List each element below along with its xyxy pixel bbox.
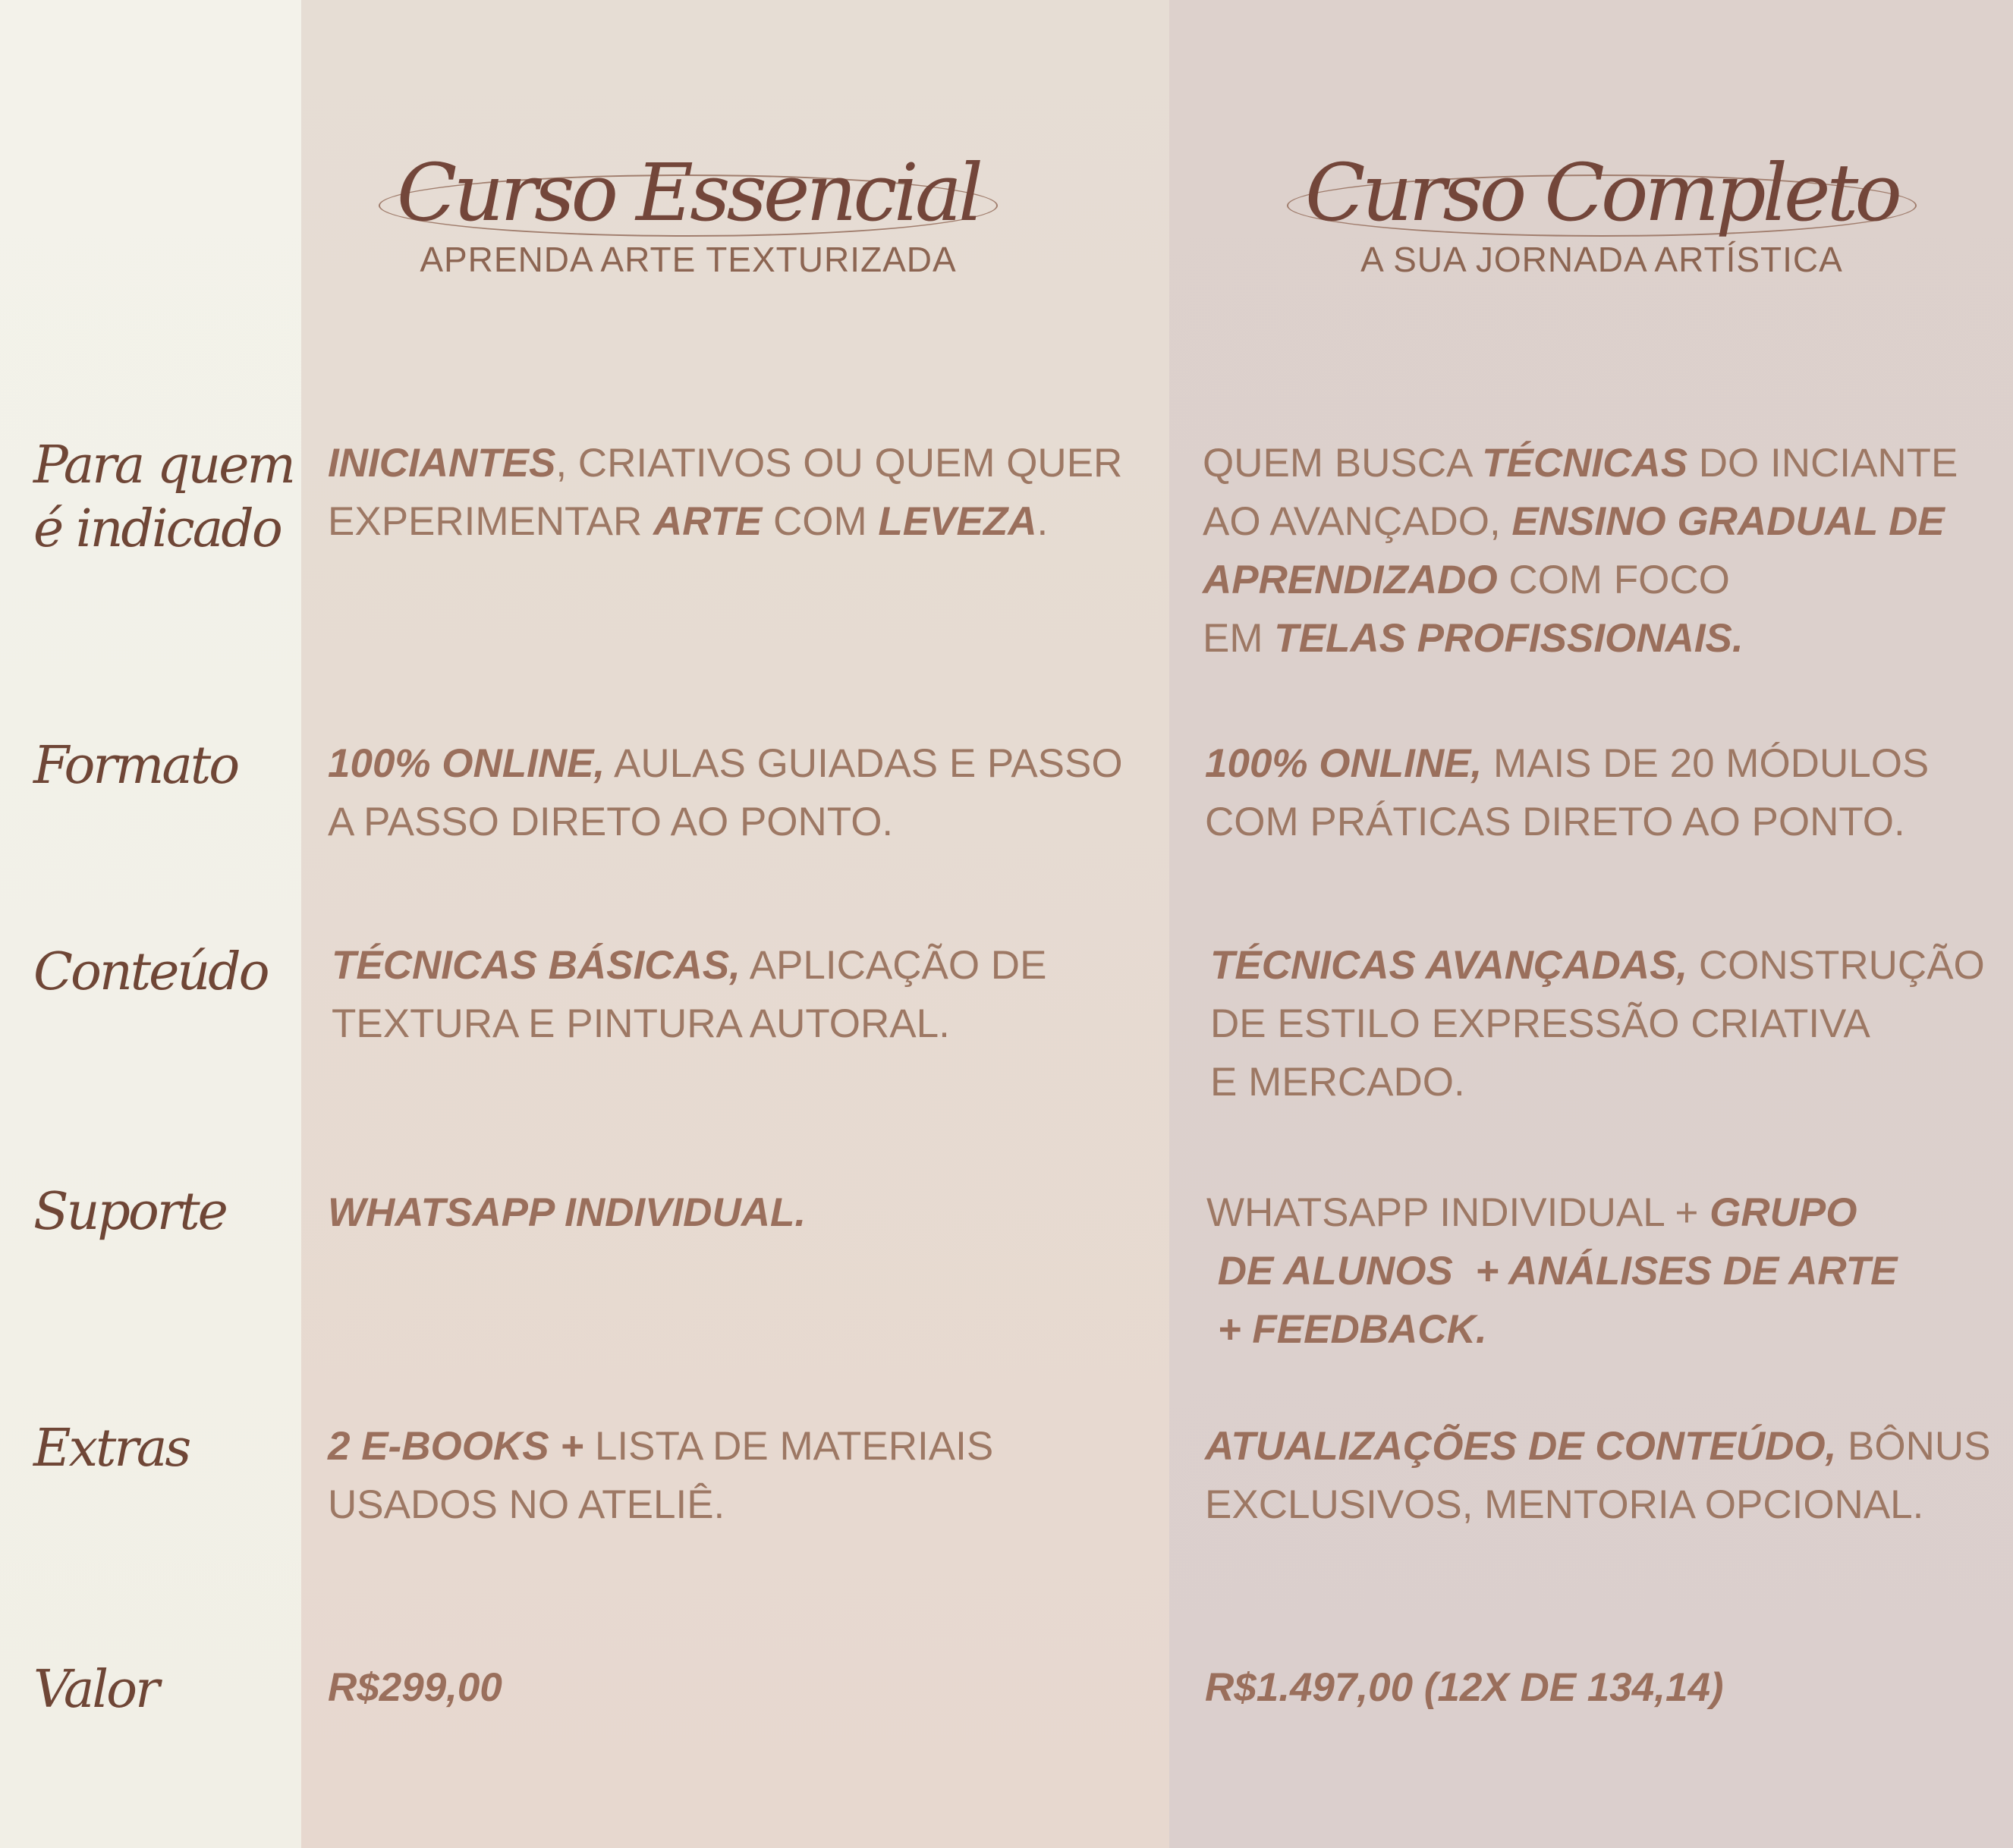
- body-text: A PASSO DIRETO AO PONTO.: [328, 800, 894, 844]
- body-text: DO INCIANTE: [1687, 441, 1958, 486]
- cell-essencial-conteudo: [332, 936, 1046, 1053]
- body-text: COM FOCO: [1497, 558, 1730, 602]
- highlight-text: TÉCNICAS BÁSICAS,: [332, 943, 741, 988]
- body-text: TEXTURA E PINTURA AUTORAL.: [332, 1001, 950, 1046]
- highlight-text: TELAS PROFISSIONAIS.: [1274, 616, 1744, 661]
- body-text: E MERCADO.: [1210, 1060, 1465, 1105]
- cell-completo-suporte: [1206, 1183, 1897, 1359]
- course-title-wrap-completo: [1305, 146, 1898, 239]
- cell-line: [328, 793, 1123, 851]
- body-text: , CRIATIVOS OU QUEM QUER: [555, 441, 1123, 486]
- cell-line: [1203, 609, 1958, 668]
- cell-line: [332, 936, 1046, 995]
- cell-line: [1205, 1476, 1991, 1534]
- course-header-completo: [1169, 146, 2013, 280]
- cell-line: [1203, 492, 1958, 551]
- body-text: EXPERIMENTAR: [328, 499, 653, 544]
- cell-line: [328, 1476, 993, 1534]
- body-text: LISTA DE MATERIAIS: [583, 1424, 994, 1469]
- highlight-text: TÉCNICAS: [1482, 441, 1688, 486]
- highlight-text: 100% ONLINE,: [328, 741, 605, 786]
- cell-line: [328, 1658, 502, 1717]
- body-text: COM: [762, 499, 879, 544]
- course-title-essencial: Curso Essencial: [396, 146, 980, 239]
- body-text: AULAS GUIADAS E PASSO: [605, 741, 1123, 786]
- highlight-text: R$1.497,00 (12X DE 134,14): [1205, 1665, 1724, 1710]
- cell-line: [1206, 1300, 1897, 1359]
- cell-line: [1203, 551, 1958, 609]
- row-label-line: Para quem: [33, 435, 294, 495]
- row-label-line: é indicado: [33, 499, 281, 559]
- row-label-formato: Formato: [33, 736, 238, 796]
- highlight-text: APRENDIZADO: [1203, 558, 1498, 602]
- course-header-essencial: [301, 146, 1075, 280]
- highlight-text: DE ALUNOS + ANÁLISES DE ARTE: [1206, 1249, 1898, 1293]
- cell-line: [1205, 1658, 1724, 1717]
- cell-line: [332, 995, 1046, 1053]
- body-text: DE ESTILO EXPRESSÃO CRIATIVA: [1210, 1001, 1870, 1046]
- cell-completo-valor: [1205, 1658, 1724, 1717]
- cell-essencial-valor: [328, 1658, 502, 1717]
- highlight-text: + FEEDBACK.: [1206, 1307, 1487, 1352]
- cell-essencial-suporte: [328, 1183, 806, 1242]
- cell-line: [328, 1183, 806, 1242]
- body-text: CONSTRUÇÃO: [1687, 943, 1985, 988]
- course-title-wrap-essencial: [396, 146, 980, 239]
- body-text: MAIS DE 20 MÓDULOS: [1482, 741, 1930, 786]
- cell-line: [1210, 995, 1985, 1053]
- body-text: EXCLUSIVOS, MENTORIA OPCIONAL.: [1205, 1482, 1924, 1527]
- body-text: COM PRÁTICAS DIRETO AO PONTO.: [1205, 800, 1905, 844]
- row-label-para-quem: [33, 434, 294, 561]
- cell-completo-extras: [1205, 1417, 1991, 1534]
- highlight-text: ENSINO GRADUAL DE: [1511, 499, 1945, 544]
- cell-completo-formato: [1205, 734, 1929, 851]
- cell-line: [1210, 936, 1985, 995]
- course-subtitle-essencial: APRENDA ARTE TEXTURIZADA: [420, 240, 957, 280]
- cell-line: [1210, 1053, 1985, 1111]
- body-text: QUEM BUSCA: [1203, 441, 1483, 486]
- cell-completo-para-quem: [1203, 434, 1958, 668]
- body-text: AO AVANÇADO,: [1203, 499, 1512, 544]
- row-label-conteudo: Conteúdo: [33, 942, 268, 1002]
- cell-line: [1205, 793, 1929, 851]
- highlight-text: R$299,00: [328, 1665, 502, 1710]
- course-title-completo: Curso Completo: [1305, 146, 1898, 239]
- cell-essencial-formato: [328, 734, 1123, 851]
- highlight-text: 100% ONLINE,: [1205, 741, 1483, 786]
- cell-line: [328, 1417, 993, 1476]
- highlight-text: LEVEZA: [878, 499, 1037, 544]
- body-text: USADOS NO ATELIÊ.: [328, 1482, 725, 1527]
- row-label-extras: Extras: [33, 1419, 190, 1479]
- body-text: APLICAÇÃO DE: [740, 943, 1047, 988]
- highlight-text: WHATSAPP INDIVIDUAL.: [328, 1190, 807, 1235]
- highlight-text: TÉCNICAS AVANÇADAS,: [1210, 943, 1688, 988]
- cell-essencial-para-quem: [328, 434, 1122, 551]
- row-label-valor: Valor: [33, 1660, 158, 1720]
- cell-line: [1205, 734, 1929, 793]
- cell-line: [328, 734, 1123, 793]
- body-text: WHATSAPP INDIVIDUAL +: [1206, 1190, 1710, 1235]
- highlight-text: GRUPO: [1709, 1190, 1857, 1235]
- cell-line: [1206, 1242, 1897, 1300]
- body-text: EM: [1203, 616, 1275, 661]
- cell-line: [1205, 1417, 1991, 1476]
- cell-essencial-extras: [328, 1417, 993, 1534]
- cell-completo-conteudo: [1210, 936, 1985, 1111]
- labels-column: [0, 0, 301, 1848]
- highlight-text: 2 E-BOOKS +: [328, 1424, 584, 1469]
- highlight-text: ATUALIZAÇÕES DE CONTEÚDO,: [1205, 1424, 1837, 1469]
- cell-line: [1206, 1183, 1897, 1242]
- body-text: BÔNUS: [1836, 1424, 1991, 1469]
- cell-line: [328, 434, 1122, 492]
- row-label-suporte: Suporte: [33, 1182, 226, 1242]
- cell-line: [1203, 434, 1958, 492]
- highlight-text: ARTE: [653, 499, 763, 544]
- cell-line: [328, 492, 1122, 551]
- course-subtitle-completo: A SUA JORNADA ARTÍSTICA: [1360, 240, 1843, 280]
- highlight-text: INICIANTES: [328, 441, 556, 486]
- body-text: .: [1036, 499, 1049, 544]
